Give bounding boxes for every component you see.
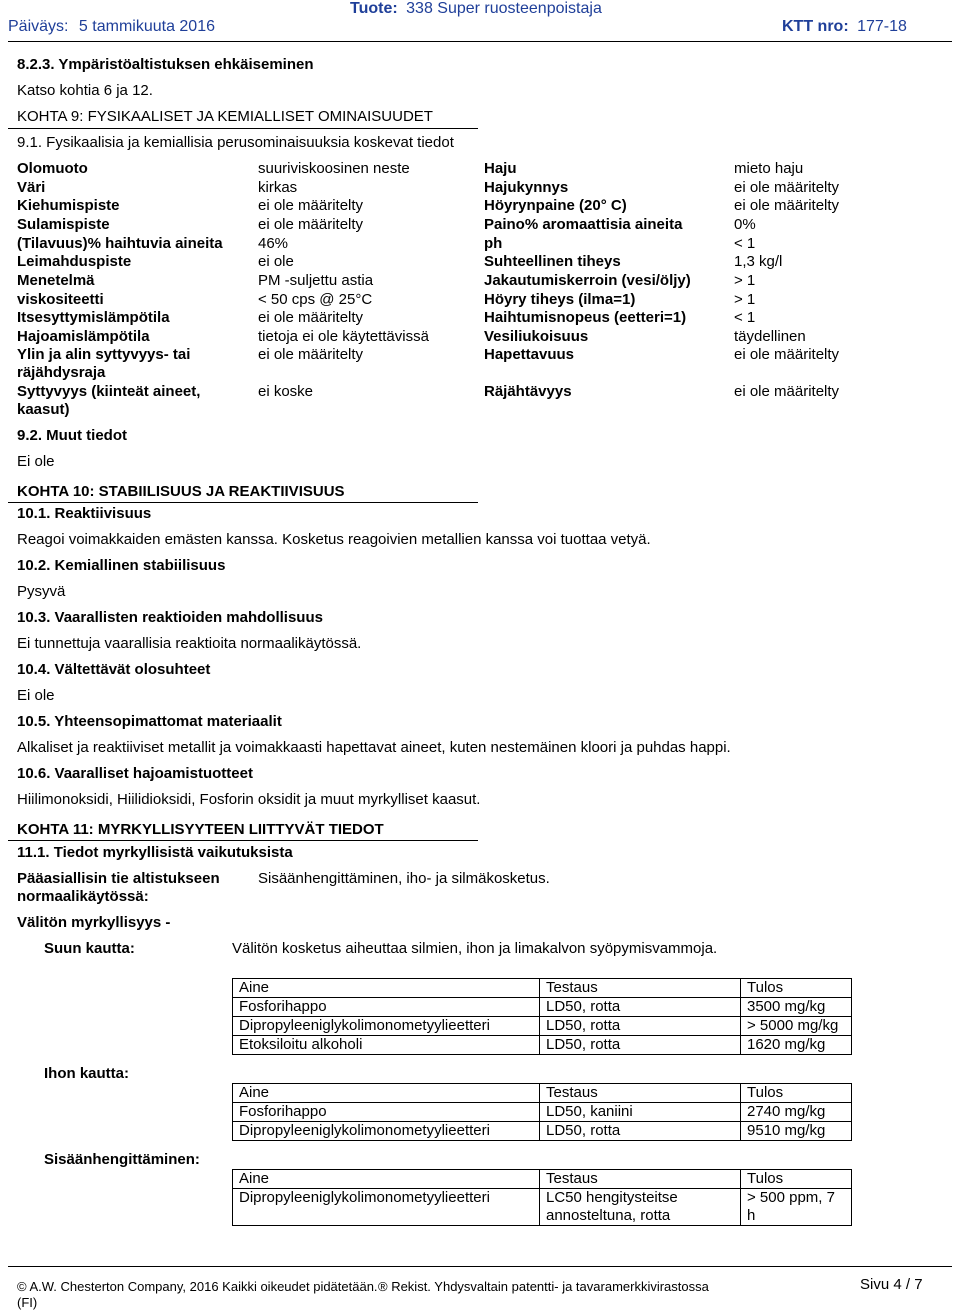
- table-header-cell: Testaus: [540, 979, 741, 998]
- s10-item-text: Hiilimonoksidi, Hiilidioksidi, Fosforin oksidit ja muut myrkylliset kaasut.: [17, 791, 481, 808]
- prop-label: Höyrynpaine (20° C): [484, 197, 627, 214]
- ktt-label: KTT nro:: [782, 18, 849, 35]
- prop-value: > 1: [734, 272, 756, 289]
- prop-label: Vesiliukoisuus: [484, 328, 589, 345]
- prop-label: Menetelmä: [17, 272, 95, 289]
- prop-label: Itsesyttymislämpötila: [17, 309, 170, 326]
- s11-heading: KOHTA 11: MYRKYLLISYYTEEN LIITTYVÄT TIEDOT: [17, 821, 384, 838]
- prop-value: < 1: [734, 235, 756, 252]
- table-cell: Dipropyleeniglykolimonometyylieetteri: [233, 1189, 540, 1226]
- table-row: [233, 998, 852, 1017]
- s8-heading: 8.2.3. Ympäristöaltistuksen ehkäiseminen: [17, 56, 314, 73]
- prop-label: Paino% aromaattisia aineita: [484, 216, 683, 233]
- table-cell: LD50, kaniini: [540, 1103, 741, 1122]
- date-value: 5 tammikuuta 2016: [78, 18, 215, 35]
- product-value: 338 Super ruosteenpoistaja: [406, 0, 602, 17]
- table-row: [233, 1122, 852, 1141]
- s9-sub1: 9.1. Fysikaalisia ja kemiallisia perusominaisuuksia koskevat tiedot: [17, 134, 454, 151]
- table-cell: LD50, rotta: [540, 1122, 741, 1141]
- header-product: [350, 0, 602, 18]
- table-header-cell: Aine: [233, 1084, 540, 1103]
- prop-value: ei ole määritelty: [258, 309, 364, 326]
- prop-value: ei ole: [258, 253, 294, 270]
- table-cell: Fosforihappo: [233, 998, 540, 1017]
- s10-item-text: Pysyvä: [17, 583, 66, 600]
- s10-item-title: 10.1. Reaktiivisuus: [17, 505, 152, 522]
- prop-value: 1,3 kg/l: [734, 253, 783, 270]
- prop-value: PM -suljettu astia: [258, 272, 374, 289]
- prop-value: mieto haju: [734, 160, 804, 177]
- table-header-row: [233, 1170, 852, 1189]
- prop-value: tietoja ei ole käytettävissä: [258, 328, 429, 345]
- table-cell: Dipropyleeniglykolimonometyylieetteri: [233, 1017, 540, 1036]
- prop-label: Ylin ja alin syttyvyys- tai räjähdysraja: [17, 346, 191, 381]
- table-cell: 1620 mg/kg: [741, 1036, 852, 1055]
- footer-copyright: © A.W. Chesterton Company, 2016 Kaikki oikeudet pidätetään.: [17, 1279, 378, 1294]
- table-header-cell: Tulos: [741, 1170, 852, 1189]
- s10-item-text: Alkaliset ja reaktiiviset metallit ja voimakkaasti hapettavat aineet, kuten nestemäinen kloori ja puhdas happi.: [17, 739, 731, 756]
- s10-item-text: Ei ole: [17, 687, 55, 704]
- table-header-cell: Aine: [233, 1170, 540, 1189]
- table-header-cell: Tulos: [741, 979, 852, 998]
- table-cell: LC50 hengitysteitse annosteltuna, rotta: [540, 1189, 741, 1226]
- s10-item-text: Ei tunnettuja vaarallisia reaktioita normaalikäytössä.: [17, 635, 362, 652]
- prop-label: Suhteellinen tiheys: [484, 253, 621, 270]
- prop-value: ei ole määritelty: [734, 346, 840, 363]
- dermal-label: Ihon kautta:: [44, 1065, 129, 1082]
- table-header-cell: Testaus: [540, 1170, 741, 1189]
- acute-label: Välitön myrkyllisyys -: [17, 914, 171, 931]
- prop-label: Hajoamislämpötila: [17, 328, 150, 345]
- s9-sub2: 9.2. Muut tiedot: [17, 427, 127, 444]
- prop-label: Väri: [17, 179, 46, 196]
- s9-heading-rule: [8, 128, 478, 129]
- prop-label: Haju: [484, 160, 517, 177]
- oral-toxicity-table: [232, 978, 852, 1055]
- prop-value: > 1: [734, 291, 756, 308]
- s10-item-title: 10.2. Kemiallinen stabiilisuus: [17, 557, 226, 574]
- prop-label: viskositeetti: [17, 291, 104, 308]
- prop-value: < 50 cps @ 25°C: [258, 291, 373, 308]
- prop-value: täydellinen: [734, 328, 806, 345]
- table-cell: 3500 mg/kg: [741, 998, 852, 1017]
- s10-item-text: Reagoi voimakkaiden emästen kanssa. Kosketus reagoivien metallien kanssa voi tuottaa vetyä.: [17, 531, 651, 548]
- prop-label: ph: [484, 235, 503, 252]
- table-cell: LD50, rotta: [540, 1036, 741, 1055]
- table-row: [233, 1103, 852, 1122]
- prop-label: Olomuoto: [17, 160, 88, 177]
- prop-value: ei koske: [258, 383, 314, 400]
- s11-sub1: 11.1. Tiedot myrkyllisistä vaikutuksista: [17, 844, 293, 861]
- prop-value: ei ole määritelty: [258, 197, 364, 214]
- prop-value: ei ole määritelty: [734, 383, 840, 400]
- prop-value: ei ole määritelty: [258, 346, 364, 363]
- prop-value: ei ole määritelty: [734, 197, 840, 214]
- prop-label: Haihtumisnopeus (eetteri=1): [484, 309, 687, 326]
- s10-item-title: 10.6. Vaaralliset hajoamistuotteet: [17, 765, 253, 782]
- prop-value: suuriviskoosinen neste: [258, 160, 410, 177]
- oral-text: Välitön kosketus aiheuttaa silmien, ihon ja limakalvon syöpymisvammoja.: [232, 940, 718, 957]
- footer-registered: ® Rekist. Yhdysvaltain patentti- ja tavaramerkkivirastossa: [378, 1279, 709, 1294]
- prop-value: < 1: [734, 309, 756, 326]
- table-row: [233, 1017, 852, 1036]
- table-cell: > 500 ppm, 7 h: [741, 1189, 852, 1226]
- prop-value: 46%: [258, 235, 289, 252]
- dermal-toxicity-table: [232, 1083, 852, 1141]
- product-label: Tuote:: [350, 0, 398, 17]
- s11-heading-rule: [8, 840, 478, 841]
- date-label: Päiväys:: [8, 18, 69, 35]
- footer-rule: [8, 1266, 952, 1267]
- prop-value: 0%: [734, 216, 756, 233]
- table-header-row: [233, 979, 852, 998]
- table-header-cell: Testaus: [540, 1084, 741, 1103]
- table-cell: 2740 mg/kg: [741, 1103, 852, 1122]
- prop-value: ei ole määritelty: [734, 179, 840, 196]
- oral-label: Suun kautta:: [44, 940, 135, 957]
- inhalation-label: Sisäänhengittäminen:: [44, 1151, 200, 1168]
- prop-value: kirkas: [258, 179, 298, 196]
- s10-item-title: 10.4. Vältettävät olosuhteet: [17, 661, 211, 678]
- s10-item-title: 10.5. Yhteensopimattomat materiaalit: [17, 713, 282, 730]
- prop-label: Höyry tiheys (ilma=1): [484, 291, 636, 308]
- table-cell: Etoksiloitu alkoholi: [233, 1036, 540, 1055]
- table-cell: LD50, rotta: [540, 998, 741, 1017]
- table-row: [233, 1036, 852, 1055]
- table-row: [233, 1189, 852, 1226]
- prop-label: Kiehumispiste: [17, 197, 120, 214]
- footer-page-number: Sivu 4 / 7: [860, 1276, 923, 1293]
- s8-text: Katso kohtia 6 ja 12.: [17, 82, 153, 99]
- prop-label: (Tilavuus)% haihtuvia aineita: [17, 235, 223, 252]
- table-cell: > 5000 mg/kg: [741, 1017, 852, 1036]
- footer-lang: (FI): [17, 1295, 38, 1310]
- prop-label: Leimahduspiste: [17, 253, 132, 270]
- s10-item-title: 10.3. Vaarallisten reaktioiden mahdollisuus: [17, 609, 323, 626]
- table-cell: Dipropyleeniglykolimonometyylieetteri: [233, 1122, 540, 1141]
- exposure-value: Sisäänhengittäminen, iho- ja silmäkosketus.: [258, 870, 550, 887]
- prop-label: Räjähtävyys: [484, 383, 572, 400]
- s10-heading: KOHTA 10: STABIILISUUS JA REAKTIIVISUUS: [17, 483, 345, 500]
- s10-heading-rule: [8, 502, 478, 503]
- header-date: [8, 18, 215, 36]
- table-cell: LD50, rotta: [540, 1017, 741, 1036]
- table-header-cell: Tulos: [741, 1084, 852, 1103]
- table-header-cell: Aine: [233, 979, 540, 998]
- header-ktt: [782, 18, 907, 36]
- inhalation-toxicity-table: [232, 1169, 852, 1226]
- prop-label: Sulamispiste: [17, 216, 110, 233]
- prop-value: ei ole määritelty: [258, 216, 364, 233]
- s9-sub2-text: Ei ole: [17, 453, 55, 470]
- table-header-row: [233, 1084, 852, 1103]
- table-cell: Fosforihappo: [233, 1103, 540, 1122]
- prop-label: Jakautumiskerroin (vesi/öljy): [484, 272, 691, 289]
- prop-label: Syttyvyys (kiinteät aineet, kaasut): [17, 383, 201, 418]
- ktt-value: 177-18: [857, 18, 907, 35]
- prop-label: Hapettavuus: [484, 346, 575, 363]
- prop-label: Hajukynnys: [484, 179, 569, 196]
- exposure-label: Pääasiallisin tie altistukseen normaalikäytössä:: [17, 870, 220, 905]
- header-rule: [8, 41, 952, 42]
- s9-heading: KOHTA 9: FYSIKAALISET JA KEMIALLISET OMINAISUUDET: [17, 108, 433, 125]
- table-cell: 9510 mg/kg: [741, 1122, 852, 1141]
